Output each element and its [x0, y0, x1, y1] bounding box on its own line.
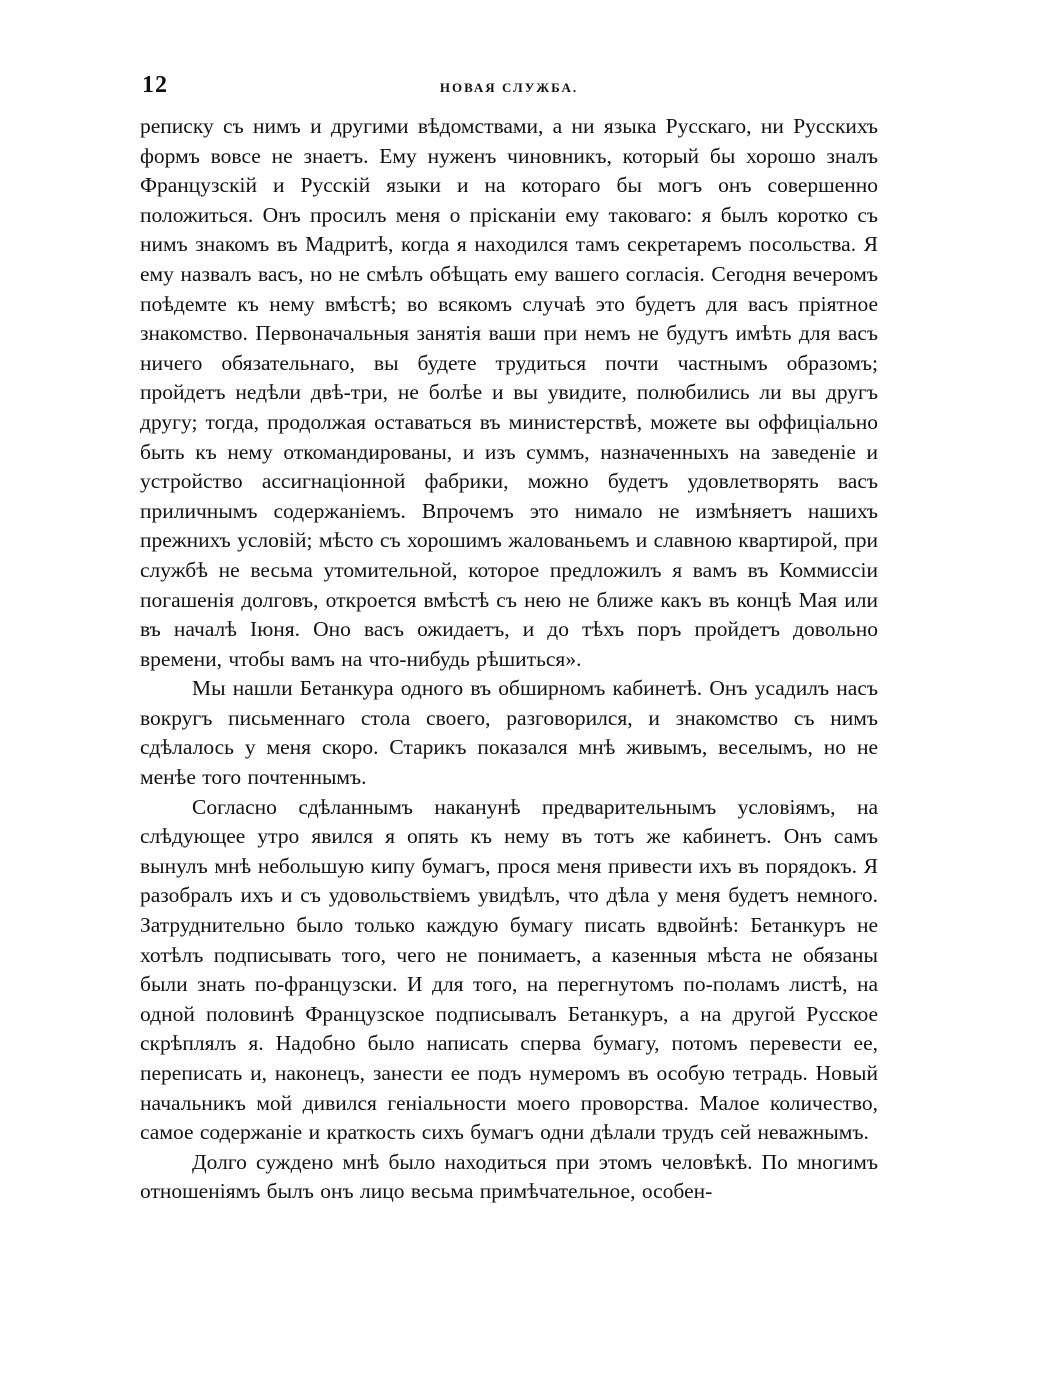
- paragraph-continuation: реписку съ нимъ и другими вѣдомствами, а ни языка Русскаго, ни Русскихъ формъ вовсе не знаетъ. Ему нуженъ чиновникъ, который бы хорошо зналъ Французскій и Русскій языки и на котораго бы могъ онъ совершенно положиться. Онъ просилъ меня о прісканіи ему таковаго: я былъ коротко съ нимъ знакомъ въ Мадритѣ, когда я находился тамъ секретаремъ посольства. Я ему назвалъ васъ, но не смѣлъ обѣщать ему вашего согласія. Сегодня вечеромъ поѣдемте къ нему вмѣстѣ; во всякомъ случаѣ это будетъ для васъ пріятное знакомство. Первоначальныя занятія ваши при немъ не будутъ имѣть для васъ ничего обязательнаго, вы будете трудиться почти частнымъ образомъ; пройдетъ недѣли двѣ-три, не болѣе и вы увидите, полюбились ли вы другъ другу; тогда, продолжая оставаться въ министерствѣ, можете вы оффиціально быть къ нему откомандированы, и изъ суммъ, назначенныхъ на заведеніе и устройство ассигнаціонной фабрики, можно будетъ удовлетворять васъ приличнымъ содержаніемъ. Впрочемъ это нимало не измѣняетъ нашихъ прежнихъ условій; мѣсто съ хорошимъ жалованьемъ и славною квартирой, при службѣ не весьма утомительной, которое предложилъ я вамъ въ Коммиссіи погашенія долговъ, откроется вмѣстѣ съ нею не ближе какъ въ концѣ Мая или въ началѣ Іюня. Оно васъ ожидаетъ, и до тѣхъ поръ пройдетъ довольно времени, чтобы вамъ на что-нибудь рѣшиться».: [140, 114, 878, 671]
- paragraph: Долго суждено мнѣ было находиться при этомъ человѣкѣ. По многимъ отношеніямъ былъ онъ лицо весьма примѣчательное, особен-: [140, 1149, 878, 1204]
- page-number: 12: [142, 72, 168, 98]
- body-text: [140, 112, 878, 1207]
- book-page: [140, 72, 878, 1207]
- paragraph: Согласно сдѣланнымъ наканунѣ предварительнымъ условіямъ, на слѣдующее утро явился я опять къ нему въ тотъ же кабинетъ. Онъ самъ вынулъ мнѣ небольшую кипу бумагъ, прося меня привести ихъ въ порядокъ. Я разобралъ ихъ и съ удовольствіемъ увидѣлъ, что дѣла у меня будетъ немного. Затруднительно было только каждую бумагу писать вдвойнѣ: Бетанкуръ не хотѣлъ подписывать того, чего не понимаетъ, а казенныя мѣста не обязаны были знать по-французски. И для того, на перегнутомъ по-поламъ листѣ, на одной половинѣ Французское подписывалъ Бетанкуръ, а на другой Русское скрѣплялъ я. Надобно было написать сперва бумагу, потомъ перевести ее, переписать и, наконецъ, занести ее подъ нумеромъ въ особую тетрадь. Новый начальникъ мой дивился геніальности моего проворства. Малое количество, самое содержаніе и краткость сихъ бумагъ одни дѣлали трудъ сей неважнымъ.: [140, 794, 878, 1145]
- running-title: НОВАЯ СЛУЖБА.: [439, 80, 579, 95]
- paragraph: Мы нашли Бетанкура одного въ обширномъ кабинетѣ. Онъ усадилъ насъ вокругъ письменнаго стола своего, разговорился, и знакомство съ нимъ сдѣлалось у меня скоро. Старикъ показался мнѣ живымъ, веселымъ, но не менѣе того почтеннымъ.: [140, 676, 878, 790]
- running-header: [140, 72, 878, 106]
